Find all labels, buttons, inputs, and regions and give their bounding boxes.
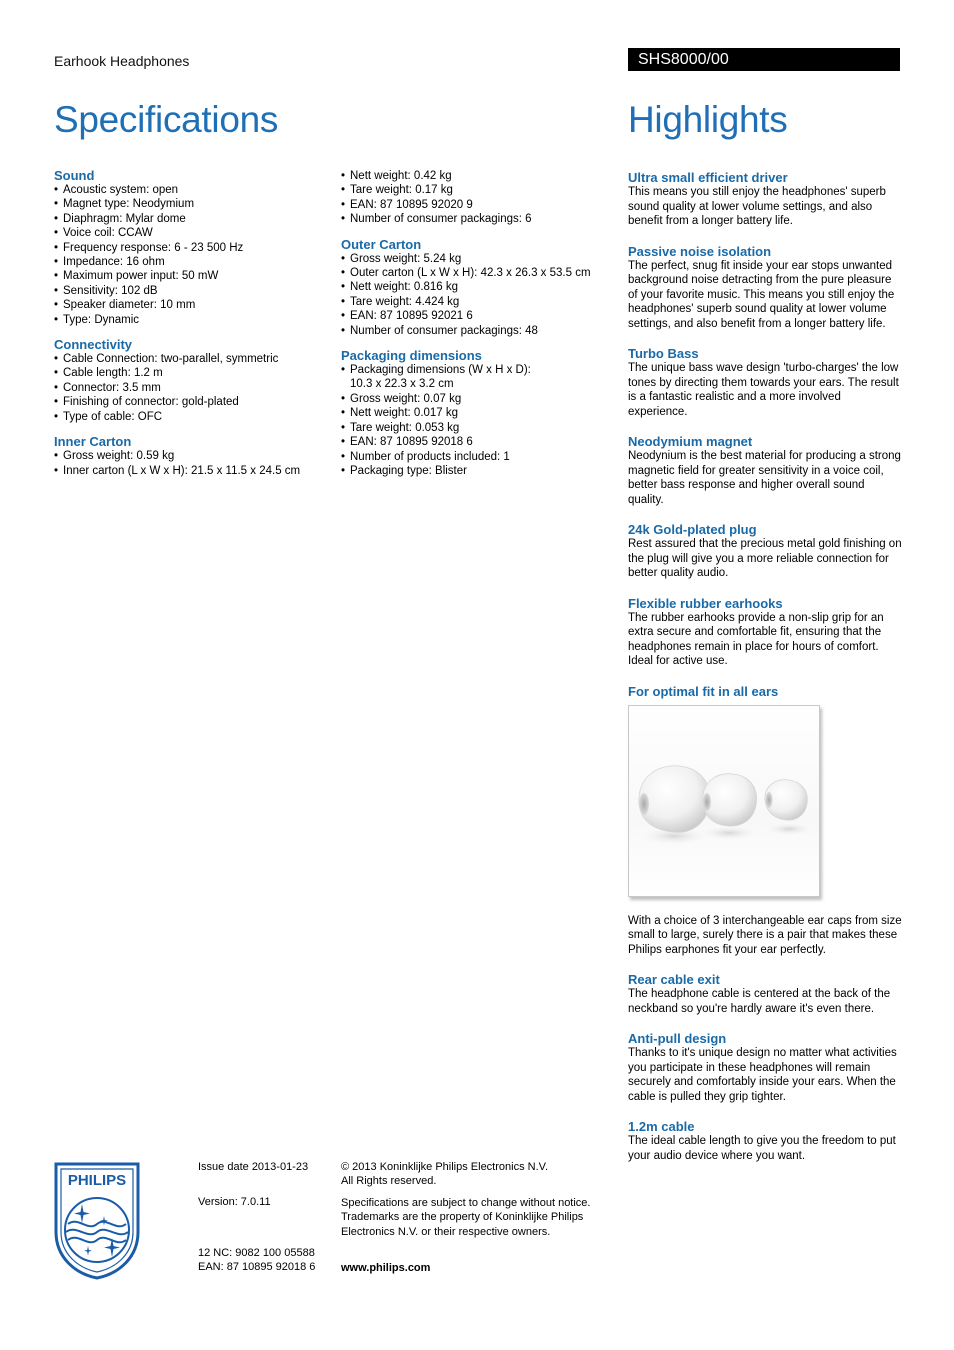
- ear-cap-small-shadow: [763, 822, 815, 836]
- highlights-title: Highlights: [628, 99, 788, 140]
- highlight-text: Thanks to it's unique design no matter what activities you participate in these headphones will remain securely and comfortably inside your ears. When the cable is pulled they grip tighter.: [628, 1047, 897, 1103]
- spec-item: • Tare weight: 0.053 kg: [341, 421, 621, 435]
- logo-wordmark: PHILIPS: [67, 1172, 127, 1189]
- highlight-rear-cable-exit: [628, 972, 903, 1016]
- highlight-text: Neodynium is the best material for producing a strong magnetic field for greater sensitivity in a voice coil, better bass response and higher overall sound quality.: [628, 450, 901, 506]
- issue-date: Issue date 2013-01-23: [198, 1161, 309, 1173]
- spec-section-inner-carton-cont: [341, 169, 621, 227]
- copyright-line-2: All Rights reserved.: [341, 1175, 437, 1188]
- spec-item: • EAN: 87 10895 92018 6: [341, 435, 621, 449]
- version: Version: 7.0.11: [198, 1196, 271, 1209]
- highlight-gold-plated-plug: [628, 522, 903, 581]
- twelve-nc: 12 NC: 9082 100 05588: [198, 1246, 315, 1259]
- spec-item: • Type of cable: OFC: [54, 410, 334, 424]
- spec-item: • Impedance: 16 ohm: [54, 255, 334, 269]
- spec-item: • Acoustic system: open: [54, 183, 334, 197]
- ear-caps-photo: [628, 705, 820, 897]
- spec-item: • Voice coil: CCAW: [54, 226, 334, 240]
- spec-item: • Nett weight: 0.42 kg: [341, 169, 621, 183]
- spec-item: • Number of products included: 1: [341, 450, 621, 464]
- spec-item: • Gross weight: 5.24 kg: [341, 252, 621, 266]
- ear-cap-small: [765, 779, 807, 819]
- spec-section-packaging-dimensions: [341, 348, 621, 478]
- spec-heading: Packaging dimensions: [341, 348, 482, 364]
- footer-ean: EAN: 87 10895 92018 6: [198, 1261, 316, 1274]
- spec-item: • Cable Connection: two-parallel, symmetric: [54, 352, 334, 366]
- spec-section-connectivity: [54, 337, 334, 424]
- highlight-anti-pull-design: [628, 1031, 903, 1104]
- spec-item: • Sensitivity: 102 dB: [54, 284, 334, 298]
- product-category: Earhook Headphones: [54, 53, 190, 69]
- ear-cap-large: [639, 765, 710, 832]
- spec-heading: Outer Carton: [341, 236, 422, 252]
- spec-item: • Gross weight: 0.59 kg: [54, 449, 334, 463]
- highlight-text: The headphone cable is centered at the back of the neckband so you're hardly aware it's even there.: [628, 988, 891, 1015]
- spec-section-outer-carton: [341, 237, 621, 338]
- spec-item: [341, 363, 621, 392]
- spec-item-text: Packaging dimensions (W x H x D):: [350, 364, 531, 377]
- spec-item: • Gross weight: 0.07 kg: [341, 392, 621, 406]
- model-badge: SHS8000/00: [628, 48, 900, 71]
- highlight-heading: Turbo Bass: [628, 346, 699, 361]
- spec-heading: Inner Carton: [54, 434, 132, 450]
- copyright-line-1: © 2013 Koninklijke Philips Electronics N.V.: [341, 1161, 549, 1173]
- spec-heading: Connectivity: [54, 337, 133, 353]
- highlight-turbo-bass: [628, 346, 903, 419]
- spec-item: • Nett weight: 0.017 kg: [341, 406, 621, 420]
- spec-item: • Tare weight: 0.17 kg: [341, 183, 621, 197]
- spec-item: • Number of consumer packagings: 6: [341, 212, 621, 226]
- notice-line-3: Electronics N.V. or their respective owners.: [341, 1225, 551, 1238]
- spec-item: • Finishing of connector: gold-plated: [54, 395, 334, 409]
- highlight-cable-length: [628, 1119, 903, 1163]
- highlight-text: With a choice of 3 interchangeable ear caps from size small to large, surely there is a pair that makes these Philips earphones fit your ear perfectly.: [628, 914, 902, 956]
- highlight-text: Rest assured that the precious metal gold finishing on the plug will give you a more reliable connection for better quality audio.: [628, 538, 902, 579]
- notice-line-1: Specifications are subject to change without notice.: [341, 1196, 591, 1209]
- spec-column-2: [341, 169, 621, 488]
- highlight-flexible-earhooks: [628, 596, 903, 669]
- highlights-column: [628, 170, 903, 1178]
- spec-item: • Cable length: 1.2 m: [54, 366, 334, 380]
- spec-item: • Speaker diameter: 10 mm: [54, 298, 334, 312]
- highlight-neodymium-magnet: [628, 434, 903, 507]
- spec-item: • Inner carton (L x W x H): 21.5 x 11.5 x 24.5 cm: [54, 464, 334, 478]
- spec-item: • Diaphragm: Mylar dome: [54, 212, 334, 226]
- philips-logo: [54, 1162, 140, 1280]
- spec-section-sound: [54, 168, 334, 327]
- highlight-heading: Neodymium magnet: [628, 434, 753, 449]
- spec-item: • Tare weight: 4.424 kg: [341, 295, 621, 309]
- ear-cap-medium-shadow: [697, 825, 761, 841]
- spec-column-1: [54, 168, 334, 488]
- spec-item: • Magnet type: Neodymium: [54, 197, 334, 211]
- highlight-heading: 24k Gold-plated plug: [628, 522, 757, 537]
- philips-shield-icon: [54, 1162, 140, 1280]
- highlight-heading: Rear cable exit: [628, 972, 720, 987]
- highlight-heading: Ultra small efficient driver: [628, 170, 788, 185]
- spec-item: • Number of consumer packagings: 48: [341, 324, 621, 338]
- highlight-text: This means you still enjoy the headphones' superb sound quality at lower volume settings, and also benefit from a longer battery life.: [628, 186, 886, 227]
- specifications-title: Specifications: [54, 99, 279, 140]
- spec-item: • EAN: 87 10895 92020 9: [341, 198, 621, 212]
- highlight-text: The ideal cable length to give you the freedom to put your audio device where you want.: [628, 1135, 896, 1162]
- highlight-heading: Flexible rubber earhooks: [628, 595, 783, 611]
- highlight-heading: Passive noise isolation: [628, 243, 772, 259]
- spec-item: • Connector: 3.5 mm: [54, 381, 334, 395]
- highlight-optimal-fit: [628, 684, 903, 958]
- highlight-heading: 1.2m cable: [628, 1119, 695, 1134]
- highlight-text: The unique bass wave design 'turbo-charges' the low tones by directing them towards your ears. The result is a fantastic realistic and a more involved experience.: [628, 362, 899, 418]
- highlight-passive-noise-isolation: [628, 244, 903, 332]
- spec-item: • Type: Dynamic: [54, 313, 334, 327]
- highlight-text: The rubber earhooks provide a non-slip grip for an extra secure and comfortable fit, ensuring that the headphones remain in place for hours of comfort. Ideal for active use.: [628, 611, 884, 667]
- notice-line-2: Trademarks are the property of Koninklijke Philips: [341, 1211, 584, 1224]
- spec-section-inner-carton: [54, 434, 334, 478]
- spec-item: • Nett weight: 0.816 kg: [341, 280, 621, 294]
- spec-item: • Maximum power input: 50 mW: [54, 269, 334, 283]
- footer-legal: [341, 1160, 621, 1275]
- spec-item: • Outer carton (L x W x H): 42.3 x 26.3 x 53.5 cm: [341, 266, 621, 280]
- spec-item: • EAN: 87 10895 92021 6: [341, 309, 621, 323]
- highlight-text: The perfect, snug fit inside your ear stops unwanted background noise detracting from the pure pleasure of your favorite music. This means you still enjoy the headphones' superb sound quality at lower volume settings, and also benefit from a longer battery life.: [628, 259, 895, 330]
- spec-item: • Packaging type: Blister: [341, 464, 621, 478]
- spec-item: • Frequency response: 6 - 23 500 Hz: [54, 241, 334, 255]
- spec-heading: Sound: [54, 168, 95, 183]
- highlight-heading: For optimal fit in all ears: [628, 683, 779, 699]
- footer-meta: [198, 1160, 338, 1275]
- website-link[interactable]: www.philips.com: [341, 1262, 431, 1275]
- ear-cap-medium: [703, 773, 757, 825]
- ear-caps-image: [629, 706, 819, 896]
- spec-item-continuation: 10.3 x 22.3 x 3.2 cm: [350, 378, 454, 391]
- highlight-heading: Anti-pull design: [628, 1031, 727, 1046]
- highlight-ultra-small-driver: [628, 170, 903, 229]
